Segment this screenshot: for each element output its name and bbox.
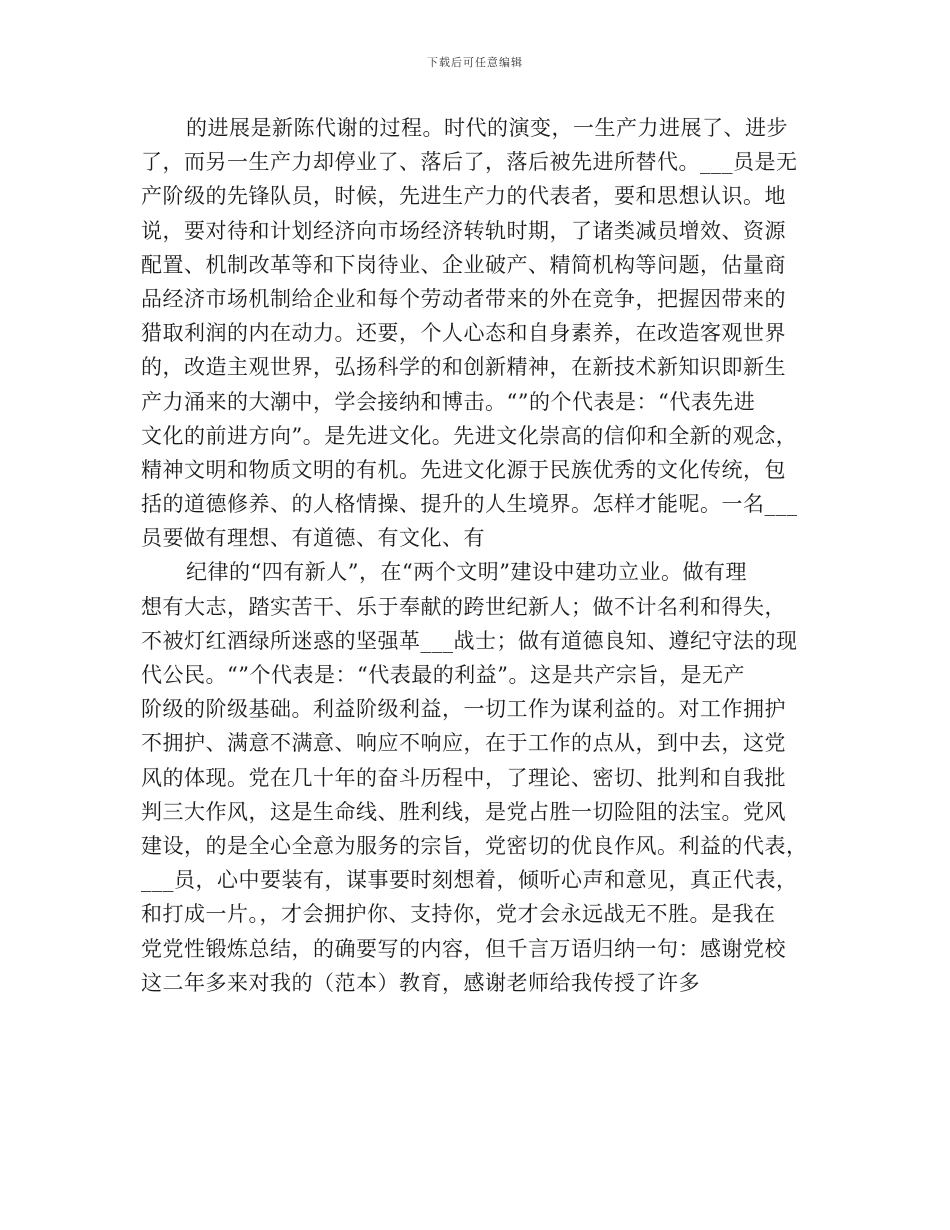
paragraph-2 — [141, 555, 831, 999]
paragraph-1 — [141, 111, 831, 555]
text-line: 说，要对待和计划经济向市场经济转轨时期，了诸类减员增效、资源 — [141, 218, 786, 243]
text-line: 品经济市场机制给企业和每个劳动者带来的外在竞争，把握因带来的 — [141, 286, 786, 311]
text-line: 想有大志，踏实苦干、乐于奉献的跨世纪新人；做不计名利和得失， — [141, 594, 786, 619]
text-line: 阶级的阶级基础。利益阶级利益，一切工作为谋利益的。对工作拥护 — [141, 697, 786, 722]
text-line: 猎取利润的内在动力。还要，个人心态和自身素养，在改造客观世界 — [141, 321, 786, 346]
text-line: ___员，心中要装有，谋事要时刻想着，倾听心声和意见，真正代表， — [141, 868, 798, 893]
text-line: 判三大作风，这是生命线、胜利线，是党占胜一切险阻的法宝。党风 — [141, 799, 786, 824]
text-line: 产力涌来的大潮中，学会接纳和博击。“”的个代表是：“代表先进 — [141, 389, 756, 414]
page-header: 下载后可任意编辑 — [427, 56, 523, 69]
text-line: 党党性锻炼总结，的确要写的内容，但千言万语归纳一句：感谢党校 — [141, 936, 786, 961]
text-line: 产阶级的先锋队员，时候，先进生产力的代表者，要和思想认识。地 — [141, 184, 786, 209]
text-line: 这二年多来对我的（范本）教育，感谢老师给我传授了许多 — [141, 970, 700, 995]
text-line: 不被灯红酒绿所迷惑的坚强革___战士；做有道德良知、遵纪守法的现 — [141, 628, 798, 653]
text-line: 纪律的“四有新人”，在“两个文明”建设中建功立业。做有理 — [186, 560, 747, 585]
text-line: 代公民。“”个代表是：“代表最的利益”。这是共产宗旨，是无产 — [141, 663, 745, 687]
text-line: 文化的前进方向”。是先进文化。先进文化崇高的信仰和全新的观念， — [141, 423, 798, 448]
text-line: 不拥护、满意不满意、响应不响应，在于工作的点从，到中去，这党 — [141, 731, 786, 756]
text-line: 的，改造主观世界，弘扬科学的和创新精神，在新技术新知识即新生 — [141, 355, 786, 380]
text-line: 括的道德修养、的人格情操、提升的人生境界。怎样才能呢。一名___ — [141, 492, 798, 517]
text-line: 的进展是新陈代谢的过程。时代的演变，一生产力进展了、进步 — [186, 116, 788, 140]
text-line: 和打成一片。，才会拥护你、支持你，党才会永远战无不胜。是我在 — [141, 902, 776, 927]
text-line: 员要做有理想、有道德、有文化、有 — [141, 526, 485, 551]
text-line: 配置、机制改革等和下岗待业、企业破产、精简机构等问题，估量商 — [141, 252, 786, 277]
text-line: 风的体现。党在几十年的奋斗历程中，了理论、密切、批判和自我批 — [141, 765, 786, 790]
body-text — [141, 111, 831, 1000]
text-line: 了，而另一生产力却停业了、落后了，落后被先进所替代。___员是无 — [141, 150, 798, 175]
text-line: 精神文明和物质文明的有机。先进文化源于民族优秀的文化传统，包 — [141, 457, 786, 482]
text-line: 建设，的是全心全意为服务的宗旨，党密切的优良作风。利益的代表， — [141, 833, 808, 858]
